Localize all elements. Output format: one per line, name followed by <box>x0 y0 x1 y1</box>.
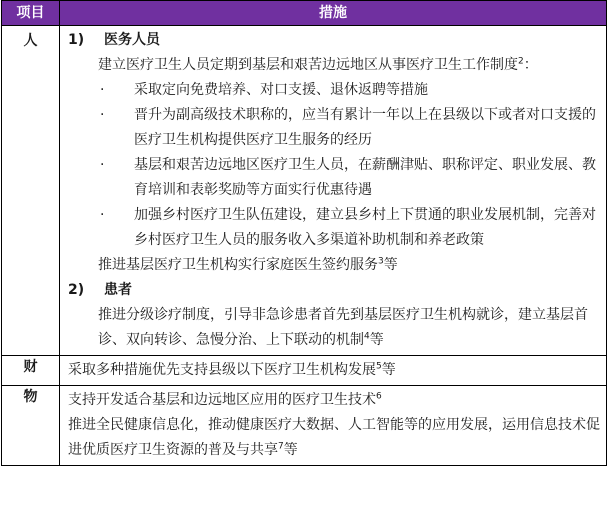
list-item: · 采取定向免费培养、对口支援、退休返聘等措施 <box>68 78 602 103</box>
footnote-marker: 4 <box>364 331 370 342</box>
header-measures: 措施 <box>60 1 607 26</box>
table-row-material <box>2 386 607 466</box>
section-title: 医务人员 <box>104 32 160 48</box>
bullet-icon: · <box>100 207 105 223</box>
footnote-marker: 3 <box>378 256 384 267</box>
section-medical-staff-heading <box>68 28 602 53</box>
bullet-icon: · <box>100 82 105 98</box>
section-patients-text: 推进分级诊疗制度，引导非急诊患者首先到基层医疗卫生机构就诊，建立基层首诊、双向转诊、急慢分治、上下联动的机制$^4$等 <box>98 307 588 348</box>
table-row-people <box>2 26 607 356</box>
section-number: 1) <box>68 32 85 48</box>
category-finance: 财 <box>2 356 60 386</box>
material-line-2: 推进全民健康信息化，推动健康医疗大数据、人工智能等的应用发展，运用信息技术促进优质医疗卫生资源的普及与共享$^7$等 <box>68 417 600 458</box>
finance-measures: 采取多种措施优先支持县级以下医疗卫生机构发展$^5$等 <box>60 356 607 386</box>
material-measures <box>60 386 607 466</box>
header-item: 项目 <box>2 1 60 26</box>
category-material: 物 <box>2 386 60 466</box>
list-item: · 晋升为副高级技术职称的，应当有累计一年以上在县级以下或者对口支援的医疗卫生机构提供医疗卫生服务的经历 <box>68 103 602 153</box>
section-intro: 建立医疗卫生人员定期到基层和艰苦边远地区从事医疗卫生工作制度$^2$： <box>98 56 538 73</box>
material-line-1: 支持开发适合基层和边远地区应用的医疗卫生技术$^6$ <box>68 391 382 408</box>
footnote-marker: 5 <box>376 361 382 372</box>
list-item: · 加强乡村医疗卫生队伍建设，建立县乡村上下贯通的职业发展机制，完善对乡村医疗卫生人员的服务收入多渠道补助机制和养老政策 <box>68 203 602 253</box>
bullet-icon: · <box>100 157 105 173</box>
footnote-marker: 7 <box>278 441 284 452</box>
section-title: 患者 <box>104 282 132 298</box>
section-patients-heading <box>68 278 602 303</box>
section-closing: 推进基层医疗卫生机构实行家庭医生签约服务$^3$等 <box>98 256 398 273</box>
people-measures <box>60 26 607 356</box>
bullet-icon: · <box>100 107 105 123</box>
list-item: · 基层和艰苦边远地区医疗卫生人员，在薪酬津贴、职称评定、职业发展、教育培训和表彰奖励等方面实行优惠待遇 <box>68 153 602 203</box>
category-people: 人 <box>2 26 60 356</box>
footnote-marker: 6 <box>376 391 382 402</box>
section-number: 2) <box>68 282 85 298</box>
measures-table <box>1 0 607 466</box>
footnote-marker: 2 <box>518 56 524 67</box>
table-header-row <box>2 1 607 26</box>
table-row-finance <box>2 356 607 386</box>
